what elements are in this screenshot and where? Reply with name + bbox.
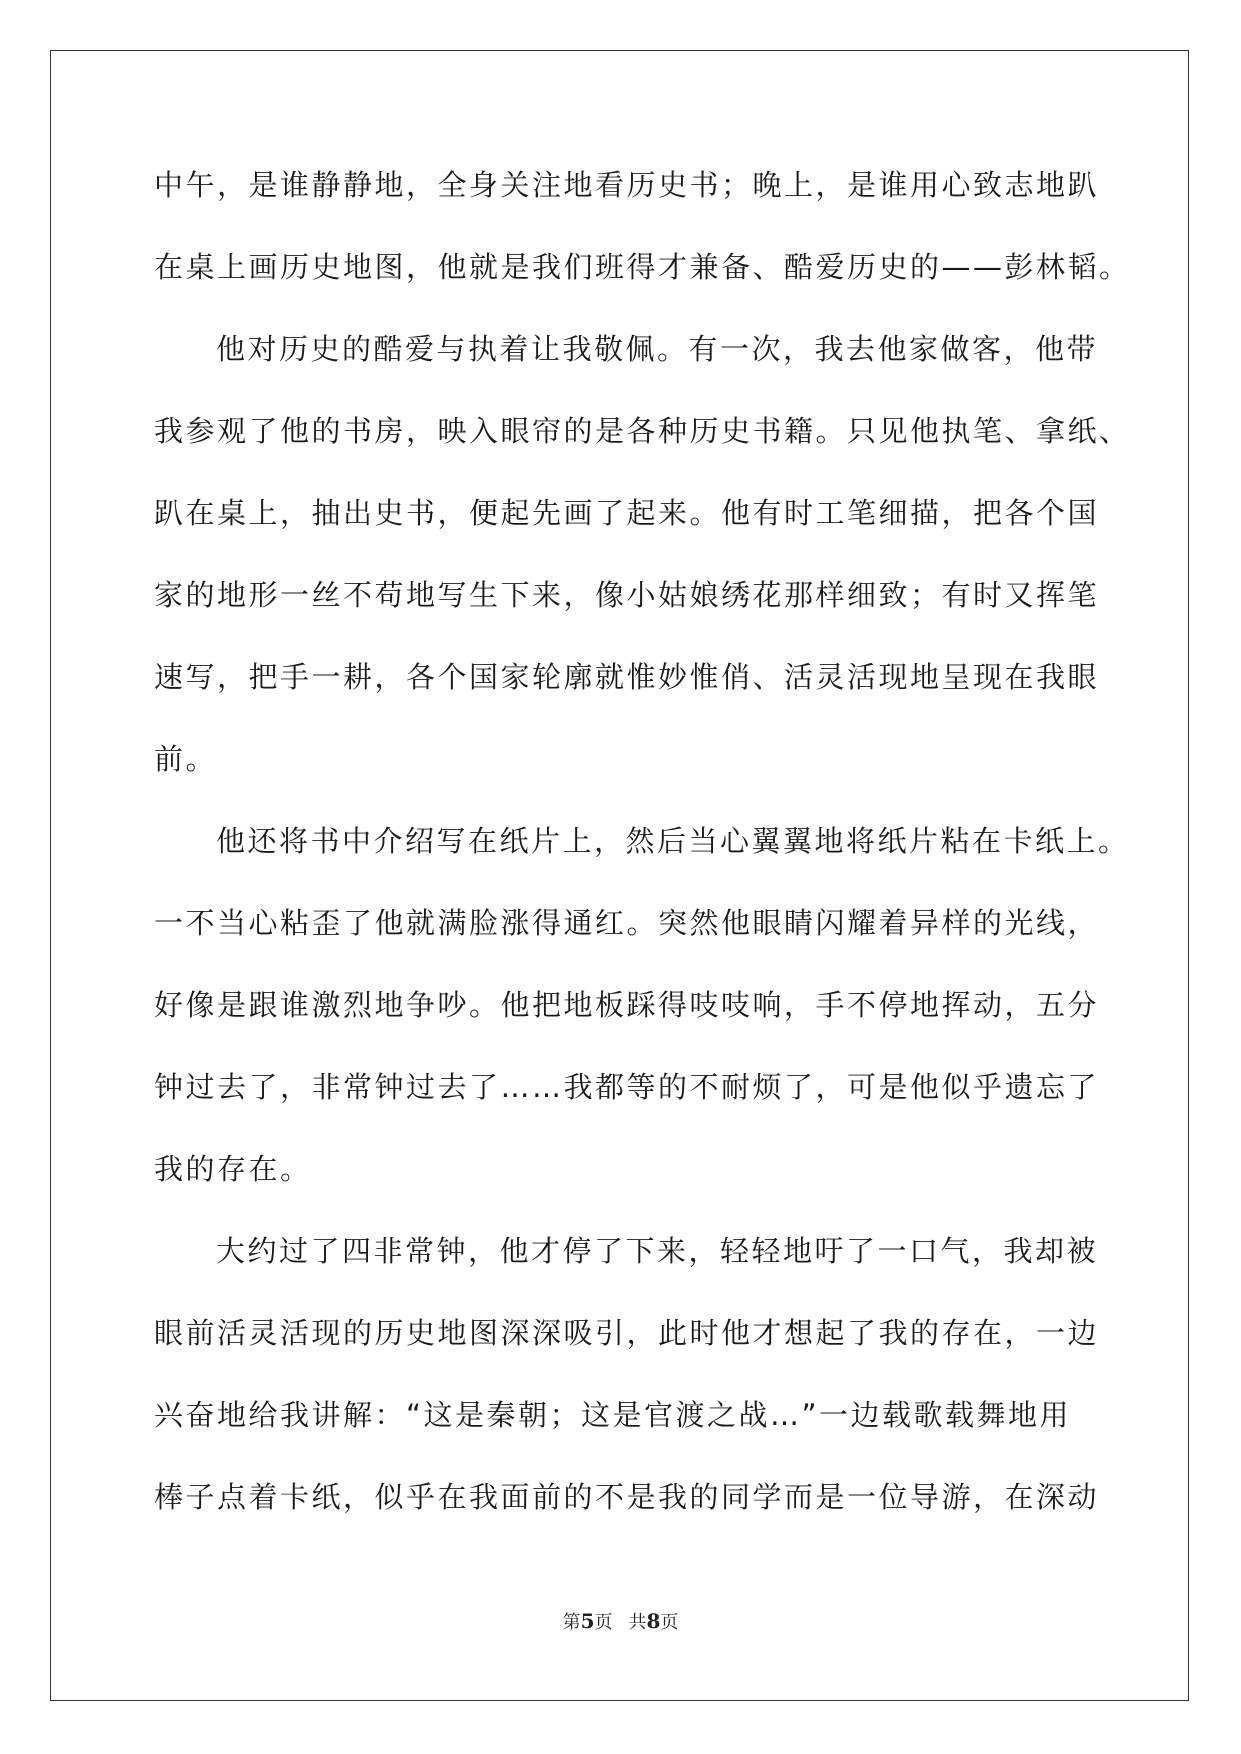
text-line-10: 一不当心粘歪了他就满脸涨得通红。突然他眼睛闪耀着异样的光线， (154, 906, 1100, 940)
text-line-3: 他对历史的酷爱与执着让我敬佩。有一次，我去他家做客，他带 (216, 332, 1099, 366)
text-line-16: 兴奋地给我讲解：“这是秦朝；这是官渡之战…”一边载歌载舞地用 (154, 1398, 1072, 1432)
text-line-15: 眼前活灵活现的历史地图深深吸引，此时他才想起了我的存在，一边 (154, 1316, 1100, 1350)
document-body (154, 162, 1131, 1556)
total-prefix: 共 (628, 1612, 647, 1633)
text-line-6: 家的地形一丝不苟地写生下来，像小姑娘绣花那样细致；有时又挥笔 (154, 578, 1100, 612)
text-line-2: 在桌上画历史地图，他就是我们班得才兼备、酷爱历史的——彭林韬。 (154, 250, 1131, 284)
text-line-9: 他还将书中介绍写在纸片上，然后当心翼翼地将纸片粘在卡纸上。 (216, 824, 1130, 858)
text-line-1: 中午，是谁静静地，全身关注地看历史书；晚上，是谁用心致志地趴 (154, 168, 1100, 202)
text-line-8: 前。 (154, 742, 218, 776)
page-current: 5 (580, 1609, 595, 1633)
text-line-7: 速写，把手一耕，各个国家轮廓就惟妙惟俏、活灵活现地呈现在我眼 (154, 660, 1100, 694)
page-prefix: 第 (562, 1612, 581, 1633)
total-suffix: 页 (660, 1612, 679, 1633)
text-line-5: 趴在桌上，抽出史书，便起先画了起来。他有时工笔细描，把各个国 (154, 496, 1100, 530)
text-line-17: 棒子点着卡纸，似乎在我面前的不是我的同学而是一位导游，在深动 (154, 1480, 1100, 1514)
text-line-13: 我的存在。 (154, 1152, 312, 1186)
page-suffix: 页 (594, 1612, 613, 1633)
page-total: 8 (646, 1609, 661, 1633)
text-line-14: 大约过了四非常钟，他才停了下来，轻轻地吁了一口气，我却被 (216, 1234, 1099, 1268)
page-footer (0, 1606, 1241, 1638)
text-line-11: 好像是跟谁激烈地争吵。他把地板踩得吱吱响，手不停地挥动，五分 (154, 988, 1100, 1022)
text-line-12: 钟过去了，非常钟过去了……我都等的不耐烦了，可是他似乎遗忘了 (154, 1070, 1100, 1104)
text-line-4: 我参观了他的书房，映入眼帘的是各种历史书籍。只见他执笔、拿纸、 (154, 414, 1131, 448)
